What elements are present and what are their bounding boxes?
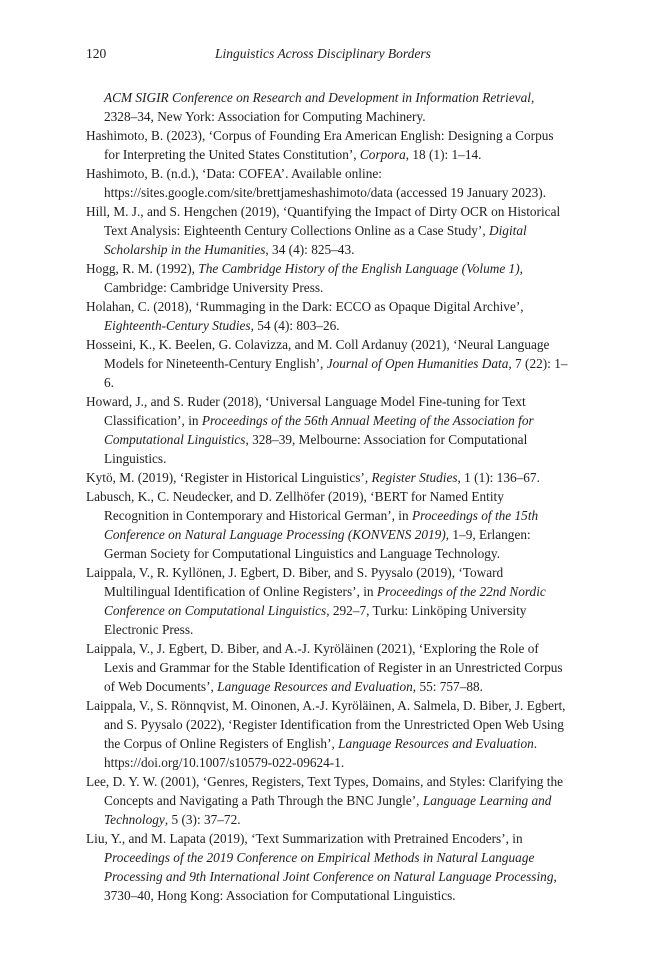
reference-text: , 7 (22): 1–6. [104,356,568,390]
reference-entry [86,126,568,164]
reference-italic-title: Proceedings of the 15th Conference on Natural Language Processing (KONVENS 2019) [104,508,539,542]
reference-italic-title: The Cambridge History of the English Language (Volume 1) [198,261,520,276]
reference-text: Hashimoto, B. (n.d.), ‘Data: COFEA’. Available online: https://sites.google.com/site/brettjameshashimoto/data (accessed 19 January 2023). [86,166,547,200]
reference-text: Laippala, V., J. Egbert, D. Biber, and A.-J. Kyröläinen (2021), ‘Exploring the Role of Lexis and Grammar for the Stable Identification of Register in an Unrestricted Corpus of Web Documents’, [86,641,563,694]
reference-italic-title: ACM SIGIR Conference on Research and Development in Information Retrieval [104,90,531,105]
reference-text: , 2328–34, New York: Association for Computing Machinery. [104,90,535,124]
reference-italic-title: Register Studies [371,470,458,485]
reference-text: Hill, M. J., and S. Hengchen (2019), ‘Quantifying the Impact of Dirty OCR on Historical Text Analysis: Eighteenth Century Collections Online as a Case Study’, [86,204,561,238]
running-head [86,44,560,64]
reference-italic-title: Language Learning and Technology [104,793,552,827]
reference-entry [86,468,568,487]
reference-italic-title: Language Resources and Evaluation [338,736,534,751]
reference-italic-title: Proceedings of the 22nd Nordic Conference on Computational Linguistics [104,584,546,618]
reference-text: , 1–9, Erlangen: German Society for Computational Linguistics and Language Technology. [104,527,531,561]
reference-text: Laippala, V., S. Rönnqvist, M. Oinonen, A.-J. Kyröläinen, A. Salmela, D. Biber, J. Egbert, and S. Pyysalo (2022), ‘Register Identification from the Unrestricted Open Web Using the Corpus of Online Registers of English’, [86,698,566,751]
reference-entry [86,829,568,905]
reference-text: Hashimoto, B. (2023), ‘Corpus of Founding Era American English: Designing a Corpus for Interpreting the United States Constitution’, [86,128,554,162]
reference-text: Kytö, M. (2019), ‘Register in Historical Linguistics’, [86,470,372,485]
reference-text: , 5 (3): 37–72. [164,812,241,827]
reference-entry [86,772,568,829]
reference-italic-title: Corpora [359,147,406,162]
page-number: 120 [86,46,107,61]
reference-entry-continued [86,88,568,126]
reference-entry [86,696,568,772]
reference-text: , 292–7, Turku: Linköping University Electronic Press. [104,603,527,637]
running-title: Linguistics Across Disciplinary Borders [215,46,431,61]
reference-italic-title: Journal of Open Humanities Data [326,356,509,371]
reference-list [86,88,568,905]
reference-text: Labusch, K., C. Neudecker, and D. Zellhöfer (2019), ‘BERT for Named Entity Recognition in Contemporary and Historical German’, in [86,489,504,523]
reference-italic-title: Proceedings of the 56th Annual Meeting of the Association for Computational Linguistics [104,413,534,447]
reference-italic-title: Digital Scholarship in the Humanities [104,223,527,257]
reference-text: Howard, J., and S. Ruder (2018), ‘Universal Language Model Fine-tuning for Text Classification’, in [86,394,526,428]
reference-entry [86,639,568,696]
reference-text: Liu, Y., and M. Lapata (2019), ‘Text Summarization with Pretrained Encoders’, in [86,831,523,846]
reference-text: Laippala, V., R. Kyllönen, J. Egbert, D. Biber, and S. Pyysalo (2019), ‘Toward Multilingual Identification of Online Registers’, in [86,565,504,599]
reference-text: , 3730–40, Hong Kong: Association for Computational Linguistics. [104,869,557,903]
reference-italic-title: Proceedings of the 2019 Conference on Empirical Methods in Natural Language Processing and 9th International Joint Conference on Natural Language Processing [104,850,554,884]
reference-italic-title: Eighteenth-Century Studies [104,318,251,333]
reference-entry [86,259,568,297]
reference-text: , 328–39, Melbourne: Association for Computational Linguistics. [104,432,528,466]
reference-entry [86,202,568,259]
reference-entry [86,164,568,202]
reference-entry [86,335,568,392]
reference-text: , 1 (1): 136–67. [457,470,540,485]
reference-text: Holahan, C. (2018), ‘Rummaging in the Dark: ECCO as Opaque Digital Archive’, [86,299,524,314]
reference-text: Hogg, R. M. (1992), [86,261,199,276]
reference-text: , Cambridge: Cambridge University Press. [104,261,523,295]
reference-text: . https://doi.org/10.1007/s10579-022-09624-1. [104,736,538,770]
reference-text: , 18 (1): 1–14. [405,147,482,162]
reference-text: Lee, D. Y. W. (2001), ‘Genres, Registers, Text Types, Domains, and Styles: Clarifying the Concepts and Navigating a Path Through the BNC Jungle’, [86,774,564,808]
reference-text: Hosseini, K., K. Beelen, G. Colavizza, and M. Coll Ardanuy (2021), ‘Neural Language Models for Nineteenth-Century English’, [86,337,550,371]
reference-text: , 54 (4): 803–26. [250,318,340,333]
reference-entry [86,297,568,335]
reference-text: , 55: 757–88. [412,679,483,694]
reference-entry [86,392,568,468]
reference-entry [86,563,568,639]
reference-text: , 34 (4): 825–43. [265,242,355,257]
reference-italic-title: Language Resources and Evaluation [217,679,413,694]
reference-entry [86,487,568,563]
